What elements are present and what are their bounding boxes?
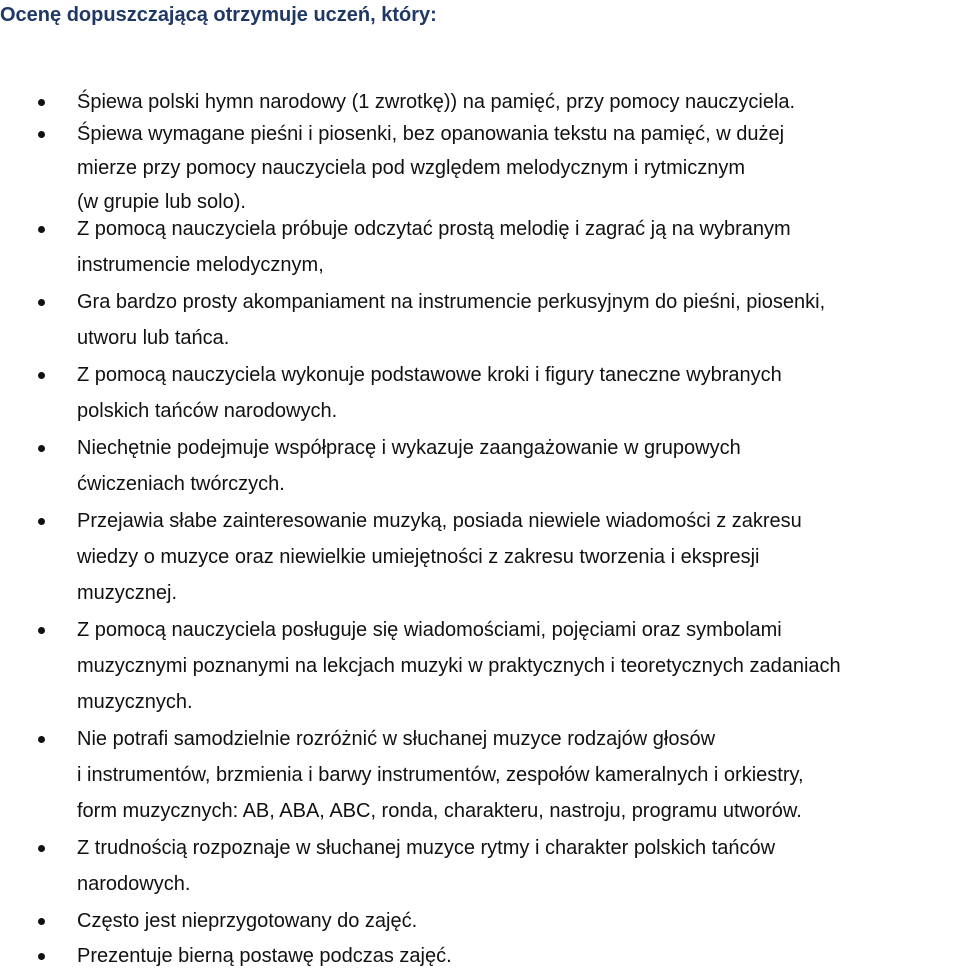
bullet-icon xyxy=(38,299,45,306)
list-item-text xyxy=(77,284,960,356)
list-item-text xyxy=(77,357,960,429)
list-item-text xyxy=(77,117,960,219)
text-line: Przejawia słabe zainteresowanie muzyką, posiada niewiele wiadomości z zakresu xyxy=(77,510,802,532)
text-line: utworu lub tańca. xyxy=(77,327,230,349)
text-line: ćwiczeniach twórczych. xyxy=(77,473,285,495)
text-line: Z trudnością rozpoznaje w słuchanej muzyce rytmy i charakter polskich tańców xyxy=(77,837,776,859)
bullet-icon xyxy=(38,953,45,960)
text-line: Gra bardzo prosty akompaniament na instrumencie perkusyjnym do pieśni, piosenki, xyxy=(77,291,826,313)
bullet-icon xyxy=(38,131,45,138)
bullet-icon xyxy=(38,226,45,233)
list-item-text xyxy=(77,938,960,974)
text-line: Śpiewa polski hymn narodowy (1 zwrotkę)) na pamięć, przy pomocy nauczyciela. xyxy=(77,91,796,113)
text-line: i instrumentów, brzmienia i barwy instrumentów, zespołów kameralnych i orkiestry, xyxy=(77,764,804,786)
bullet-icon xyxy=(38,627,45,634)
bullet-icon xyxy=(38,445,45,452)
text-line: Niechętnie podejmuje współpracę i wykazuje zaangażowanie w grupowych xyxy=(77,437,741,459)
list-item-text xyxy=(77,721,960,829)
list-item-text xyxy=(77,903,960,939)
text-line: (w grupie lub solo). xyxy=(77,191,246,213)
list-item-text xyxy=(77,503,960,611)
list-item-text xyxy=(77,430,960,502)
list-item-text xyxy=(77,211,960,283)
bullet-icon xyxy=(38,918,45,925)
bullet-icon xyxy=(38,372,45,379)
text-line: muzycznej. xyxy=(77,582,178,604)
text-line: form muzycznych: AB, ABA, ABC, ronda, charakteru, nastroju, programu utworów. xyxy=(77,800,802,822)
text-line: Śpiewa wymagane pieśni i piosenki, bez opanowania tekstu na pamięć, w dużej xyxy=(77,123,785,145)
text-line: wiedzy o muzyce oraz niewielkie umiejętności z zakresu tworzenia i ekspresji xyxy=(77,546,760,568)
bullet-icon xyxy=(38,736,45,743)
text-line: Nie potrafi samodzielnie rozróżnić w słuchanej muzyce rodzajów głosów xyxy=(77,728,716,750)
text-line: Z pomocą nauczyciela posługuje się wiadomościami, pojęciami oraz symbolami xyxy=(77,619,782,641)
bullet-icon xyxy=(38,518,45,525)
list-item-text xyxy=(77,830,960,902)
page-title: Ocenę dopuszczającą otrzymuje uczeń, który: xyxy=(0,4,437,26)
text-line: muzycznych. xyxy=(77,691,193,713)
text-line: Prezentuje bierną postawę podczas zajęć. xyxy=(77,945,452,967)
text-line: Często jest nieprzygotowany do zajęć. xyxy=(77,910,418,932)
text-line: muzycznymi poznanymi na lekcjach muzyki w praktycznych i teoretycznych zadaniach xyxy=(77,655,841,677)
text-line: instrumencie melodycznym, xyxy=(77,254,324,276)
bullet-icon xyxy=(38,99,45,106)
text-line: Z pomocą nauczyciela próbuje odczytać prostą melodię i zagrać ją na wybranym xyxy=(77,218,791,240)
text-line: Z pomocą nauczyciela wykonuje podstawowe kroki i figury taneczne wybranych xyxy=(77,364,782,386)
bullet-icon xyxy=(38,845,45,852)
list-item-text xyxy=(77,85,960,119)
text-line: polskich tańców narodowych. xyxy=(77,400,338,422)
text-line: mierze przy pomocy nauczyciela pod względem melodycznym i rytmicznym xyxy=(77,157,745,179)
list-item-text xyxy=(77,612,960,720)
text-line: narodowych. xyxy=(77,873,191,895)
